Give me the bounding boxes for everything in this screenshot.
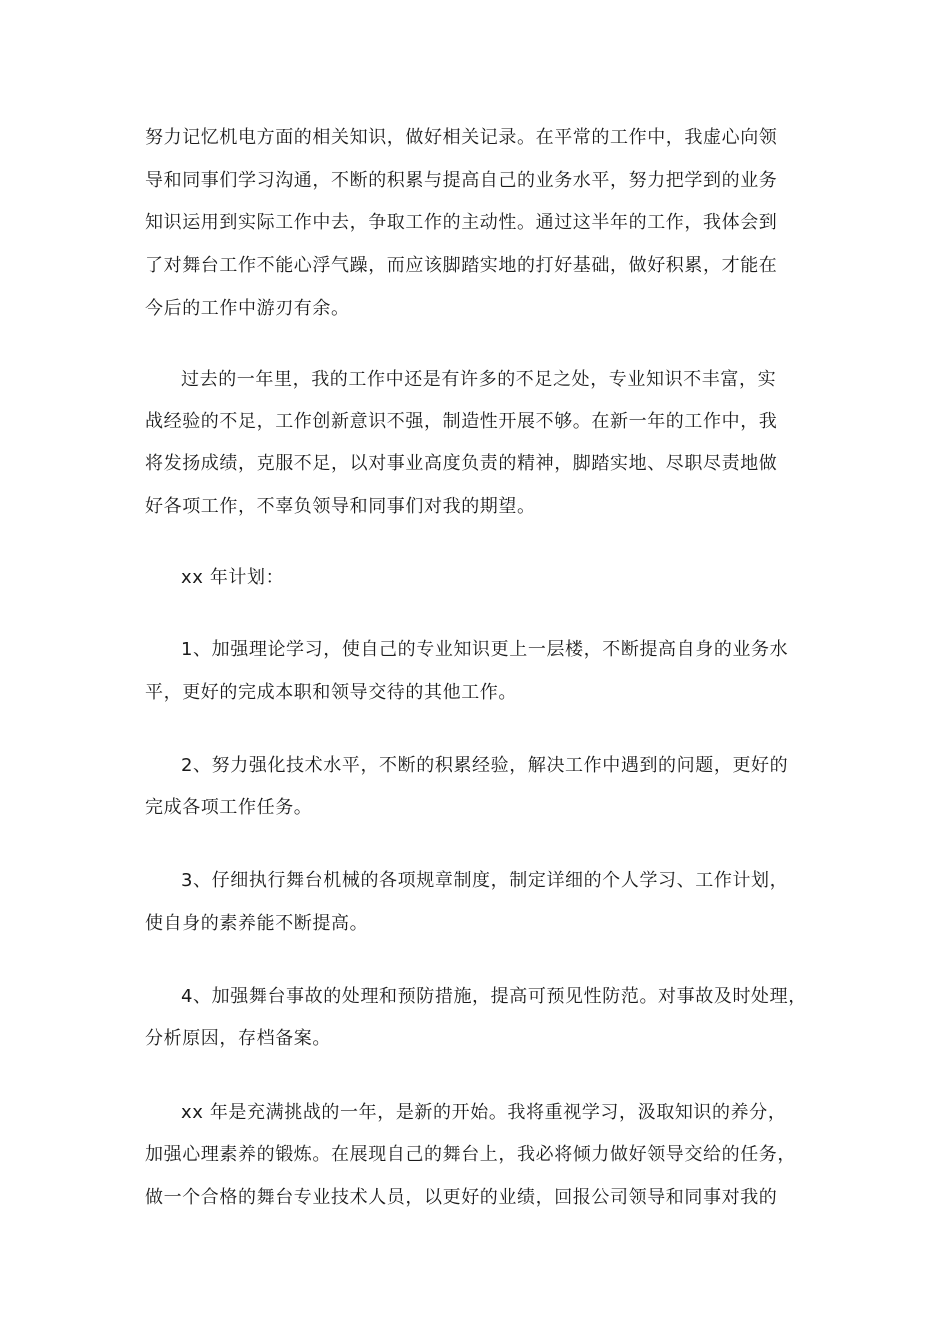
text-line: 过去的一年里，我的工作中还是有许多的不足之处，专业知识不丰富，实	[181, 369, 777, 390]
text-line: 知识运用到实际工作中去，争取工作的主动性。通过这半年的工作，我体会到	[145, 212, 778, 233]
text-line: 分析原因，存档备案。	[145, 1028, 331, 1049]
text-line: 今后的工作中游刃有余。	[145, 298, 350, 319]
text-line: 做一个合格的舞台专业技术人员，以更好的业绩，回报公司领导和同事对我的	[145, 1187, 778, 1208]
text-line: xx 年是充满挑战的一年，是新的开始。我将重视学习，汲取知识的养分，	[181, 1102, 787, 1123]
plan-item: 4、加强舞台事故的处理和预防措施，提高可预见性防范。对事故及时处理，	[181, 986, 807, 1007]
text-line: 完成各项工作任务。	[145, 797, 313, 818]
text-line: 战经验的不足，工作创新意识不强，制造性开展不够。在新一年的工作中，我	[145, 411, 778, 432]
text-line: 导和同事们学习沟通，不断的积累与提高自己的业务水平，努力把学到的业务	[145, 170, 778, 191]
text-line: 好各项工作，不辜负领导和同事们对我的期望。	[145, 496, 536, 517]
section-heading: xx 年计划：	[181, 567, 285, 588]
plan-item: 1、加强理论学习，使自己的专业知识更上一层楼，不断提高自身的业务水	[181, 639, 789, 660]
text-line: 平，更好的完成本职和领导交待的其他工作。	[145, 682, 517, 703]
plan-item: 2、努力强化技术水平，不断的积累经验，解决工作中遇到的问题，更好的	[181, 755, 789, 776]
text-line: 加强心理素养的锻炼。在展现自己的舞台上，我必将倾力做好领导交给的任务，	[145, 1144, 796, 1165]
text-line: 使自身的素养能不断提高。	[145, 913, 369, 934]
text-line: 努力记忆机电方面的相关知识，做好相关记录。在平常的工作中，我虚心向领	[145, 127, 778, 148]
plan-item: 3、仔细执行舞台机械的各项规章制度，制定详细的个人学习、工作计划，	[181, 870, 789, 891]
text-line: 了对舞台工作不能心浮气躁，而应该脚踏实地的打好基础，做好积累，才能在	[145, 255, 778, 276]
text-line: 将发扬成绩，克服不足，以对事业高度负责的精神，脚踏实地、尽职尽责地做	[145, 453, 778, 474]
